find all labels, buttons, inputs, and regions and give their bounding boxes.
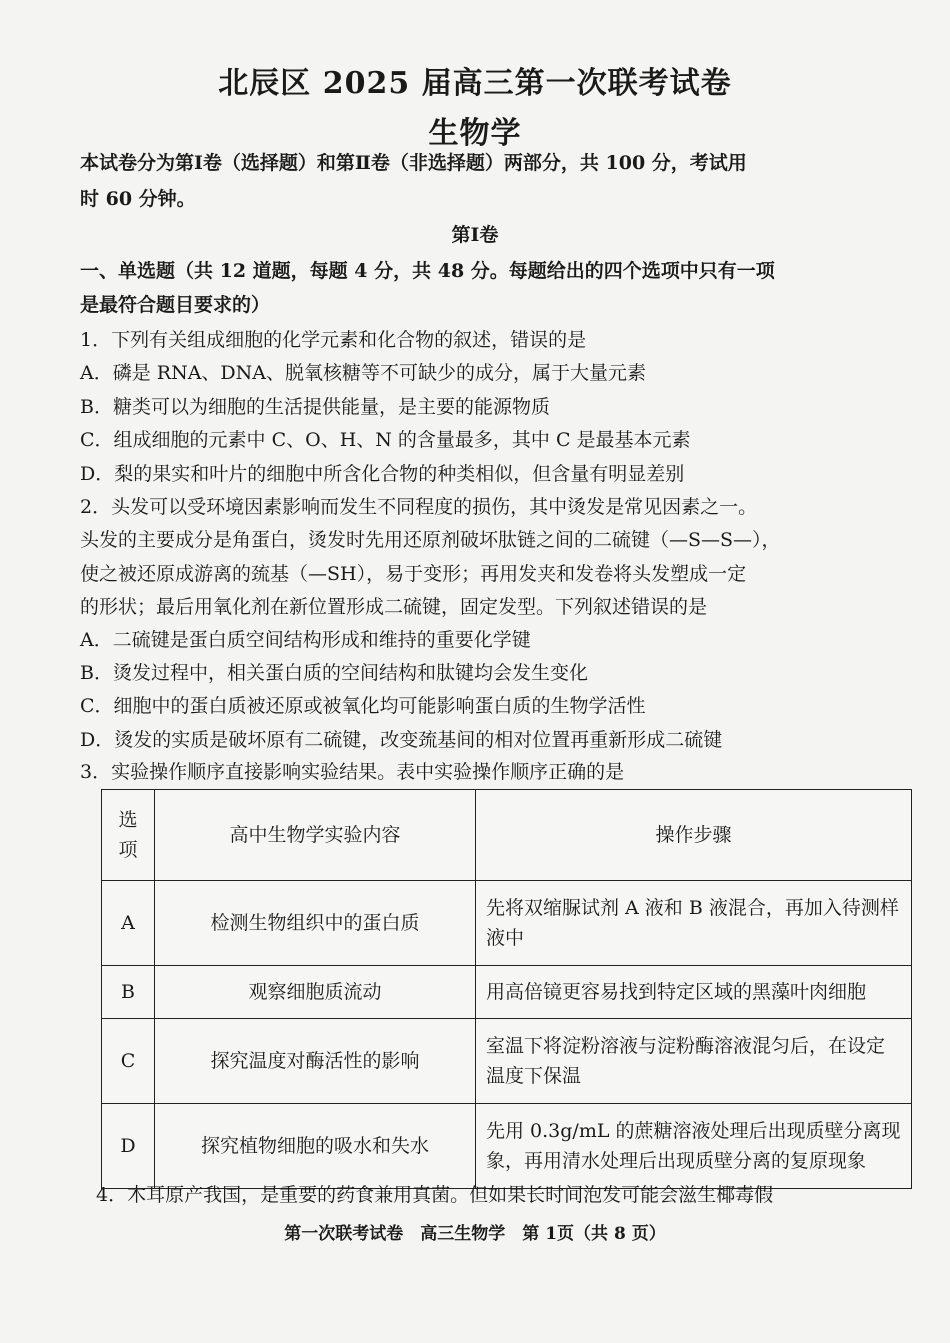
table-cell-content: 探究温度对酶活性的影响 bbox=[155, 1019, 476, 1104]
q3-stem: 3．实验操作顺序直接影响实验结果。表中实验操作顺序正确的是 bbox=[80, 761, 625, 783]
table-row bbox=[102, 1104, 912, 1189]
q1-option-a: A．磷是 RNA、DNA、脱氧核糖等不可缺少的成分，属于大量元素 bbox=[80, 362, 646, 384]
q1-option-b: B．糖类可以为细胞的生活提供能量，是主要的能源物质 bbox=[80, 396, 550, 418]
table-cell-option: D bbox=[102, 1104, 155, 1189]
q2-option-c: C．细胞中的蛋白质被还原或被氧化均可能影响蛋白质的生物学活性 bbox=[80, 695, 646, 717]
q2-option-a: A．二硫键是蛋白质空间结构形成和维持的重要化学键 bbox=[80, 629, 531, 651]
intro-line-1: 本试卷分为第Ⅰ卷（选择题）和第Ⅱ卷（非选择题）两部分，共 100 分，考试用 bbox=[80, 152, 747, 174]
q1-option-c: C．组成细胞的元素中 C、O、H、N 的含量最多，其中 C 是最基本元素 bbox=[80, 429, 691, 451]
section-heading-line-2: 是最符合题目要求的） bbox=[80, 294, 271, 316]
intro-line-2: 时 60 分钟。 bbox=[80, 188, 196, 210]
table-cell-content: 探究植物细胞的吸水和失水 bbox=[155, 1104, 476, 1189]
table-cell-option: A bbox=[102, 881, 155, 966]
table-cell-steps: 室温下将淀粉溶液与淀粉酶溶液混匀后，在设定温度下保温 bbox=[476, 1019, 912, 1104]
table-header-option: 选项 bbox=[102, 790, 155, 881]
table-cell-option: C bbox=[102, 1019, 155, 1104]
q2-stem-line-3: 使之被还原成游离的巯基（—SH），易于变形；再用发夹和发卷将头发塑成一定 bbox=[80, 563, 747, 585]
table-row bbox=[102, 1019, 912, 1104]
page-footer: 第一次联考试卷 高三生物学 第 1页（共 8 页） bbox=[284, 1224, 666, 1244]
q2-stem-line-1: 2．头发可以受环境因素影响而发生不同程度的损伤，其中烫发是常见因素之一。 bbox=[80, 496, 758, 518]
q2-stem-line-4: 的形状；最后用氧化剂在新位置形成二硫键，固定发型。下列叙述错误的是 bbox=[80, 596, 708, 618]
q4-stem-line-1: 4．木耳原产我国，是重要的药食兼用真菌。但如果长时间泡发可能会滋生椰毒假 bbox=[96, 1184, 774, 1206]
table-cell-option: B bbox=[102, 966, 155, 1019]
q2-option-d: D．烫发的实质是破坏原有二硫键，改变巯基间的相对位置再重新形成二硫键 bbox=[80, 729, 723, 751]
table-header-content: 高中生物学实验内容 bbox=[155, 790, 476, 881]
table-row bbox=[102, 881, 912, 966]
table-header-steps: 操作步骤 bbox=[476, 790, 912, 881]
exam-title: 北辰区 2025 届高三第一次联考试卷 bbox=[218, 66, 732, 101]
q1-stem: 1．下列有关组成细胞的化学元素和化合物的叙述，错误的是 bbox=[80, 329, 587, 351]
table-row bbox=[102, 966, 912, 1019]
part-label: 第Ⅰ卷 bbox=[451, 224, 499, 246]
q1-option-d: D．梨的果实和叶片的细胞中所含化合物的种类相似，但含量有明显差别 bbox=[80, 463, 685, 485]
table-cell-steps: 先将双缩脲试剂 A 液和 B 液混合，再加入待测样液中 bbox=[476, 881, 912, 966]
section-heading-line-1: 一、单选题（共 12 道题，每题 4 分，共 48 分。每题给出的四个选项中只有一项 bbox=[80, 260, 775, 282]
subject-title: 生物学 bbox=[428, 116, 522, 151]
q2-stem-line-2: 头发的主要成分是角蛋白，烫发时先用还原剂破坏肽链之间的二硫键（—S—S—）， bbox=[80, 529, 781, 551]
table-cell-content: 检测生物组织中的蛋白质 bbox=[155, 881, 476, 966]
table-cell-steps: 用高倍镜更容易找到特定区域的黑藻叶肉细胞 bbox=[476, 966, 912, 1019]
table-cell-content: 观察细胞质流动 bbox=[155, 966, 476, 1019]
q2-option-b: B．烫发过程中，相关蛋白质的空间结构和肽键均会发生变化 bbox=[80, 662, 588, 684]
table-cell-steps: 先用 0.3g/mL 的蔗糖溶液处理后出现质壁分离现象，再用清水处理后出现质壁分离的复原现象 bbox=[476, 1104, 912, 1189]
table-header-row bbox=[102, 790, 912, 881]
experiment-table bbox=[101, 789, 912, 1189]
